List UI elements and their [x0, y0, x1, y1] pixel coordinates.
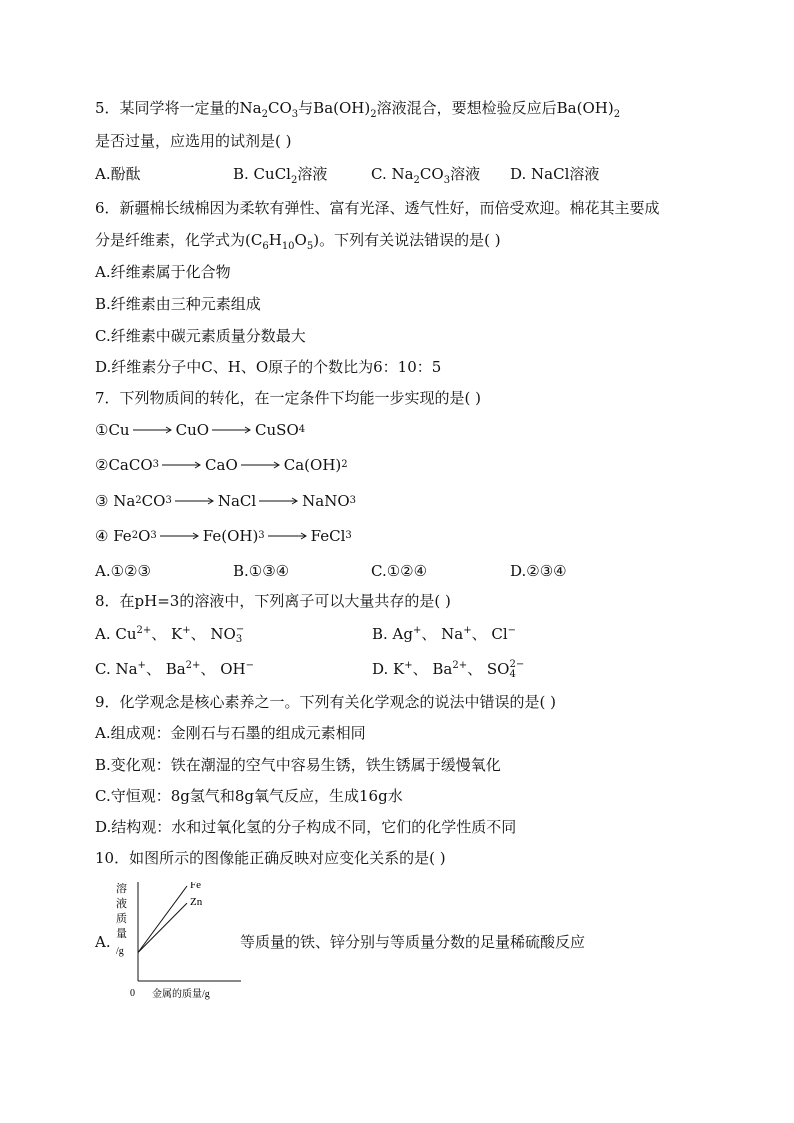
arrow-icon [175, 496, 215, 506]
q7-reaction-4: ④ Fe 2 O 3 Fe(OH) 3 FeCl 3 [95, 527, 352, 545]
q6-option-a: A.纤维素属于化合物 [95, 263, 231, 281]
q10-stem: 10．如图所示的图像能正确反映对应变化关系的是( ) [95, 849, 446, 867]
q5-option-c: C. $Na_2CO_3$溶液 [371, 165, 481, 186]
q8-option-b: B. Ag+、 Na+、 Cl− [372, 625, 517, 643]
y-axis-label [116, 882, 127, 957]
q8-stem: 8．在pH=3的溶液中，下列离子可以大量共存的是( ) [95, 592, 451, 610]
q7-stem: 7．下列物质间的转化，在一定条件下均能一步实现的是( ) [95, 389, 482, 407]
q7-option-b: B.①③④ [233, 562, 290, 580]
arrow-icon [133, 425, 173, 435]
arrow-icon [162, 460, 202, 470]
q10-option-a-text: 等质量的铁、锌分别与等质量分数的足量稀硫酸反应 [240, 933, 586, 951]
q5-line1: 5．某同学将一定量的$Na_2CO_3$与$Ba(OH)_2$溶液混合，要想检验反应后$Ba(OH)_2$ [95, 99, 621, 120]
y-axis-label-char: 量 [116, 928, 127, 940]
y-axis-label-char: 溶 [116, 883, 127, 895]
q10-chart [112, 882, 242, 1002]
arrow-icon [268, 531, 308, 541]
arrow-icon [259, 496, 299, 506]
q6-option-d: D.纤维素分子中C、H、O原子的个数比为6：10：5 [95, 358, 442, 376]
y-axis-label-char: /g [116, 946, 124, 957]
q9-option-d: D.结构观：水和过氧化氢的分子构成不同，它们的化学性质不同 [95, 818, 517, 836]
q9-option-b: B.变化观：铁在潮湿的空气中容易生锈，铁生锈属于缓慢氧化 [95, 756, 501, 774]
y-axis-label-char: 质 [116, 913, 127, 925]
q7-option-c: C.①②④ [371, 562, 428, 580]
arrow-icon [241, 460, 281, 470]
q9-stem: 9．化学观念是核心素养之一。下列有关化学观念的说法中错误的是( ) [95, 693, 557, 711]
q5-option-d: D. NaCl溶液 [510, 165, 600, 183]
q6-option-b: B.纤维素由三种元素组成 [95, 295, 261, 313]
q7-reaction-1: ①Cu CuO CuSO 4 [95, 421, 306, 439]
series-line-zn [138, 903, 187, 952]
q7-reaction-2: ②CaCO 3 CaO Ca(OH) 2 [95, 456, 348, 474]
series-group [138, 882, 203, 953]
arrow-icon [160, 531, 200, 541]
origin-label: 0 [130, 988, 135, 999]
series-line-fe [138, 886, 187, 953]
q10-option-a-label: A. [95, 933, 111, 951]
q7-option-a: A.①②③ [95, 562, 151, 580]
q5-option-a: A.酚酞 [95, 165, 141, 183]
arrow-icon [212, 425, 252, 435]
q8-option-a: A. $Cu^{2+}$、 K+、 NO − 3 [95, 624, 245, 645]
q8-option-d: D. K+、 $Ba^{2+}$、 SO 2− 4 [372, 659, 525, 680]
q6-line2: 分是纤维素，化学式为$(C_6H_{10}O_5)$。下列有关说法错误的是( ) [95, 231, 501, 252]
q6-option-c: C.纤维素中碳元素质量分数最大 [95, 327, 306, 345]
q9-option-c: C.守恒观：8g氢气和8g氧气反应，生成16g水 [95, 787, 403, 805]
q5-line2: 是否过量，应选用的试剂是( ) [95, 132, 292, 150]
q8-option-c: C. Na+、 $Ba^{2+}$、 OH− [95, 660, 254, 678]
series-label-fe: Fe [190, 882, 201, 891]
q9-option-a: A.组成观：金刚石与石墨的组成元素相同 [95, 724, 366, 742]
q7-option-d: D.②③④ [510, 562, 567, 580]
series-label-zn: Zn [190, 896, 203, 909]
y-axis-label-char: 液 [116, 898, 127, 910]
q6-line1: 6．新疆棉长绒棉因为柔软有弹性、富有光泽、透气性好，而倍受欢迎。棉花其主要成 [95, 199, 660, 217]
x-axis-label: 金属的质量/g [152, 989, 210, 1000]
q7-reaction-3: ③ Na 2 CO 3 NaCl NaNO 3 [95, 492, 357, 510]
q5-option-b: B. CuCl$_2$溶液 [233, 165, 328, 186]
